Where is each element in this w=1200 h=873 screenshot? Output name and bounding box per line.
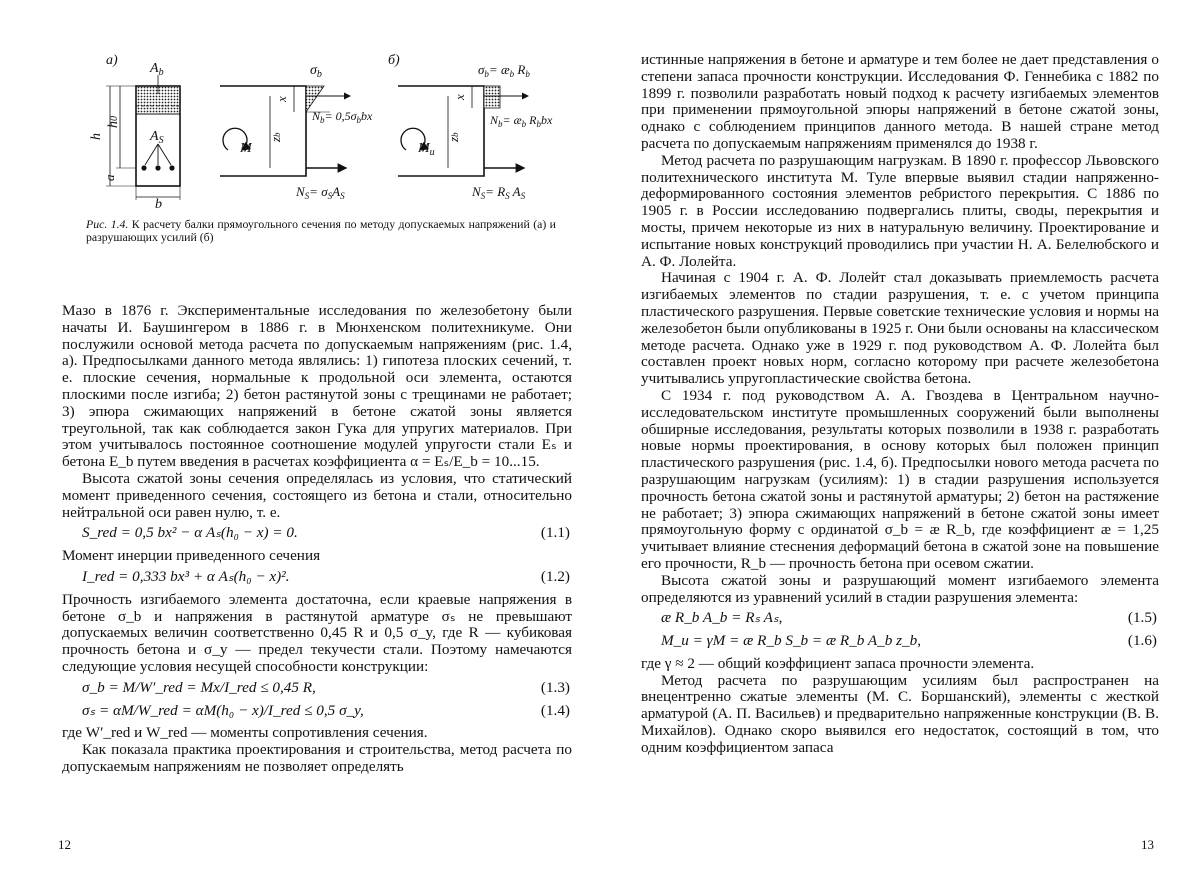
right-page xyxy=(600,0,1200,873)
label-Mu: $M_u$ xyxy=(418,141,435,158)
formula-1-1 xyxy=(62,525,572,542)
formula-expression: M_u = γM = æ R_b S_b = æ R_b A_b z_b, xyxy=(661,632,922,650)
label-Nb-b: $N_b=$ $æ_b$ $R_bbx$ xyxy=(490,113,553,129)
label-Ns-b: $N_S= R_S$ $A_S$ xyxy=(472,184,526,201)
caption-label: Рис. 1.4. xyxy=(86,217,129,231)
formula-expression: I_red = 0,333 bx³ + α Aₛ(h₀ − x)². xyxy=(82,567,290,585)
formula-expression: æ R_b A_b = Rₛ Aₛ, xyxy=(661,609,783,627)
caption-text: К расчету балки прямоугольного сечения по методу допускаемых напряжений (а) и разрушающих усилий (б) xyxy=(86,217,556,244)
formula-1-5 xyxy=(641,610,1159,627)
left-page-text xyxy=(62,303,572,776)
label-a: a xyxy=(102,174,117,181)
formula-number: (1.6) xyxy=(1127,632,1157,650)
paragraph: Метод расчета по разрушающим усилиям был распространен на внецентренно сжатые элементы (М. С. Боршанский), элементы с жесткой арматурой (А. П. Васильев) и предварительно напряженные конструкции (В. В. Михайлов). Однако скоро выявился его недостаток, состоящий в том, что одним коэффициентом запаса xyxy=(641,671,1159,756)
paragraph: Как показала практика проектирования и строительства, метод расчета по допускаемым напряжениям не позволяет определять xyxy=(62,741,572,775)
paragraph: истинные напряжения в бетоне и арматуре и тем более не дает представления о степени запаса прочности конструкции. Исследования Ф. Геннебика с 1882 по 1899 г. позволили разработать новый подход к расчету изгибаемых элементов при применении прямоугольной эпюры напряжений в бетоне сжатой зоны, однако с соблюдением принципов данного метода. В нашей стране метод расчета по допускаемым напряжениям применялся до 1938 г. xyxy=(641,51,1159,152)
formula-expression: σₛ = αM/W_red = αM(h₀ − x)/I_red ≤ 0,5 σ_y, xyxy=(82,701,364,719)
paragraph: где W′_red и W_red — моменты сопротивления сечения. xyxy=(62,724,428,742)
page-number: 13 xyxy=(1141,837,1154,852)
label-M: M xyxy=(240,141,252,156)
formula-number: (1.3) xyxy=(540,678,570,696)
label-zb2: zb xyxy=(446,132,461,142)
formula-1-2 xyxy=(62,569,572,586)
paragraph: Момент инерции приведенного сечения xyxy=(62,547,321,565)
label-As: $A_S$ xyxy=(150,129,164,146)
paragraph: С 1934 г. под руководством А. А. Гвоздева в Центральном научно-исследовательском институте промышленных сооружений были выполнены обширные исследования, результаты которых позволили в 1938 г. разработать новые нормы проектирования, в основу которых был положен принцип пластического разрушения (рис. 1.4, б). Предпосылки нового метода расчета по разрушающим нагрузкам (усилиям): 1) в стадии разрушения используется прочность бетона сжатой зоны и растянутой арматуры; 2) бетон на растяжение не работает; 3) эпюра сжимающих напряжений в бетоне сжатой зоны имеет прямоугольную форму с ординатой σ_b = æ R_b, где коэффициент æ = 1,25 учитывает влияние стеснения деформаций бетона в сжатой зоне на повышение его прочности, R_b — прочность бетона при осевом сжатии. xyxy=(641,386,1159,572)
formula-1-3 xyxy=(62,680,572,697)
cross-section xyxy=(106,86,180,200)
label-h: h xyxy=(89,133,104,140)
paragraph: Высота сжатой зоны сечения определялась из условия, что статический момент приведенного сечения, состоящего из бетона и стали, относительно нейтральной оси равен нулю, т. е. xyxy=(62,469,572,521)
paragraph: Метод расчета по разрушающим нагрузкам. В 1890 г. профессор Львовского политехнического института М. Туле впервые выявил стадии напряженно-деформированного состояния элементов ребристого перекрытия. С 1886 по 1905 г. в России исследованию подвергались плиты, своды, перекрытия и мосты, причем некоторые из них в натуральную величину. Проектирование и испытание новых конструкций проводились при участии Н. А. Белелюбского и А. Ф. Лолейта. xyxy=(641,151,1159,270)
formula-1-6 xyxy=(641,633,1159,650)
figure-1-4 xyxy=(80,50,560,212)
label-Ab: $A_b$ xyxy=(150,61,164,78)
right-page-text xyxy=(641,52,1159,757)
page-number: 12 xyxy=(58,837,71,852)
formula-1-4 xyxy=(62,703,572,720)
label-b: b xyxy=(155,197,162,212)
label-Ns-a: $N_S= \sigma_SA_S$ xyxy=(296,184,345,201)
formula-number: (1.1) xyxy=(540,524,570,542)
paragraph: Прочность изгибаемого элемента достаточна, если краевые напряжения в бетоне σ_b и напряжения в растянутой арматуре σₛ не превышают допускаемых величин соответственно 0,45 R и 0,5 σ_y, где R — кубиковая прочность бетона и σ_y — предел текучести стали. Поэтому намечаются следующие условия несущей способности конструкции: xyxy=(62,590,572,675)
formula-expression: σ_b = M/W′_red = Mx/I_red ≤ 0,45 R, xyxy=(82,678,316,696)
label-zb: zb xyxy=(268,132,283,142)
label-x2: x xyxy=(452,94,467,100)
fig-label-b: б) xyxy=(388,53,400,68)
paragraph: Начиная с 1904 г. А. Ф. Лолейт стал доказывать приемлемость расчета изгибаемых элементов по стадии разрушения, т. е. с учетом принципа пластического разрушения. Первые советские технические условия и нормы на железобетон были опубликованы в 1925 г. Они были основаны на классическом методе расчета. Однако уже в 1929 г. под руководством А. Ф. Лолейта был составлен проект новых норм, согласно которому при расчете железобетона учитывались упругопластические свойства бетона. xyxy=(641,269,1159,388)
formula-number: (1.2) xyxy=(540,567,570,585)
paragraph: Мазо в 1876 г. Экспериментальные исследования по железобетону были начаты И. Баушингером в 1886 г. в Мюнхенском политехникуме. Они послужили основой метода расчета по допускаемым напряжениям (рис. 1.4, а). Предпосылками данного метода являлись: 1) гипотеза плоских сечений, т. е. плоские сечения, нормальные к продольной оси элемента, остаются плоскими после изгиба; 2) бетон растянутой зоны с трещинами не работает; 3) эпюра сжимающих напряжений в бетоне сжатой зоны является треугольной, так как соблюдается закон Гука для упругих материалов. При этом учитывалось постоянное соотношение модулей упругости стали Eₛ и бетона E_b путем введения в расчетах коэффициента α = Eₛ/E_b = 10...15. xyxy=(62,302,572,471)
label-sigma-b2: $\sigma_b=$ $æ_b$ $R_b$ xyxy=(478,62,530,79)
paragraph: где γ ≈ 2 — общий коэффициент запаса прочности элемента. xyxy=(641,654,1035,672)
formula-expression: S_red = 0,5 bx² − α Aₛ(h₀ − x) = 0. xyxy=(82,524,298,542)
label-x: x xyxy=(274,96,289,102)
formula-number: (1.4) xyxy=(540,701,570,719)
formula-number: (1.5) xyxy=(1127,609,1157,627)
label-h0: h0 xyxy=(106,116,121,128)
label-Nb-a: $N_b= 0,5\sigma_bbx$ xyxy=(312,109,373,125)
paragraph: Высота сжатой зоны и разрушающий момент изгибаемого элемента определяются из уравнений усилий в стадии разрушения элемента: xyxy=(641,571,1159,606)
label-sigma-b: $\sigma_b$ xyxy=(310,63,322,80)
figure-caption xyxy=(86,218,556,244)
fig-label-a: а) xyxy=(106,53,118,68)
